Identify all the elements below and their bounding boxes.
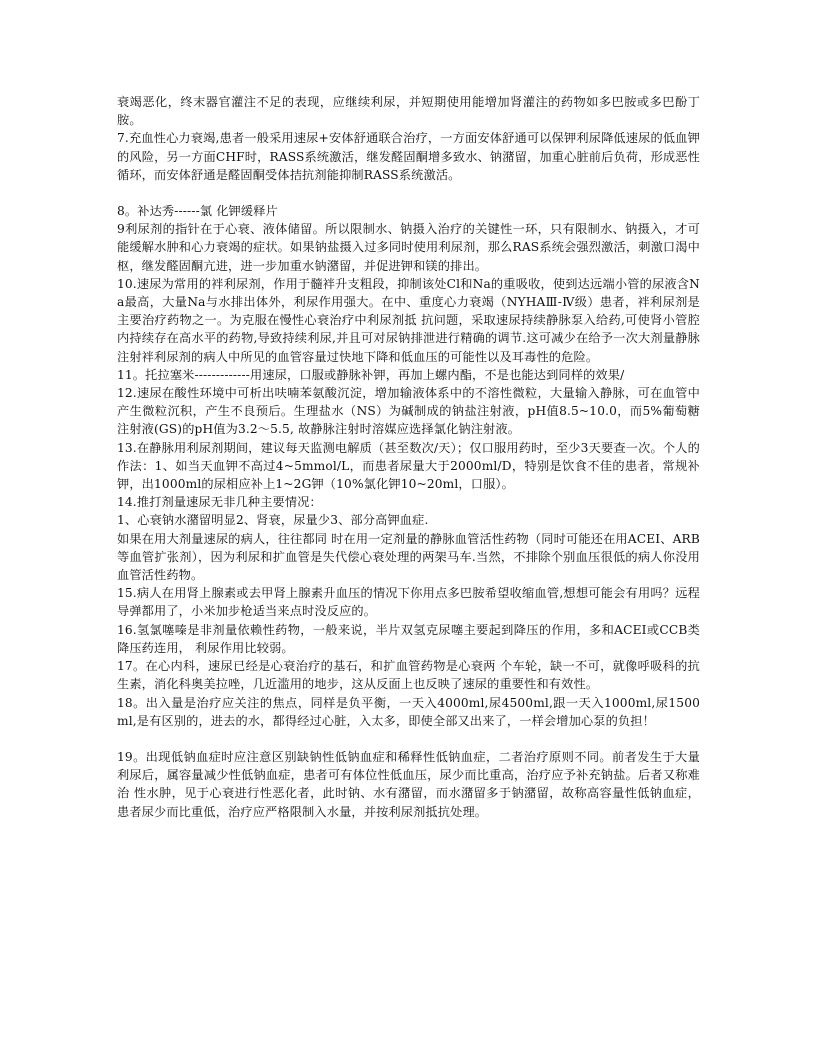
paragraph-14-heading: 14.推打剂量速尿无非几种主要情况： [117,495,322,510]
paragraph-kidney-perfusion: 衰竭恶化，终末器官灌注不足的表现，应继续利尿，并短期使用能增加肾灌注的药物如多巴胺或多巴酚丁胺。 [117,95,700,128]
document-page [117,93,700,821]
paragraph-11-torasemide: 11。托拉塞米-------------用速尿，口服或静脉补钾，再加上螺内酯，不是也能达到同样的效果/ [117,367,625,382]
paragraph-12-solvent: 12.速尿在酸性环境中可析出呋喃苯氨酸沉淀，增加输液体系中的不溶性微粒，大量输入静脉，可在血管中产生微粒沉积，产生不良预后。生理盐水（NS）为碱制成的钠盐注射液，pH值8.5~10.0，而5%葡萄糖注射液(GS)的pH值为3.2～5.5, 故静脉注射时溶媒应选择氯化钠注射液。 [117,386,700,437]
paragraph-13-electrolytes: 13.在静脉用利尿剂期间，建议每天监测电解质（甚至数次/天）；仅口服用药时，至少3天要查一次。个人的作法：1、如当天血钾不高过4~5mmol/L，而患者尿量大于2000ml/D，特别是饮食不佳的患者，常规补钾，出1000ml的尿相应补上1~2G钾（10%氯化钾10~20ml，口服）。 [117,440,700,492]
paragraph-19-hyponatremia: 19。出现低钠血症时应注意区别缺钠性低钠血症和稀释性低钠血症，二者治疗原则不同。前者发生于大量利尿后，属容量减少性低钠血症，患者可有体位性低血压，尿少而比重高，治疗应予补充钠盐。后者又称难治 性水肿，见于心衰进行性恶化者，此时钠、水有潴留，而水潴留多于钠潴留，故称高容量性低钠血症，患者尿少而比重低，治疗应严格限制入水量，并按利尿剂抵抗处理。 [117,749,700,819]
paragraph-17-cornerstone: 17。在心内科，速尿已经是心衰治疗的基石，和扩血管药物是心衰两 个车轮，缺一不可，就像呼吸科的抗生素，消化科奥美拉唑，几近滥用的地步，这从反面上也反映了速尿的重要性和有效性。 [117,659,700,692]
blank-line [117,730,700,748]
paragraph-14-cases: 1、心衰钠水潴留明显2、肾衰，尿量少3、部分高钾血症. [117,513,429,528]
paragraph-8-potassium: 8。补达秀------氯 化钾缓释片 [117,204,278,219]
paragraph-14-detail: 如果在用大剂量速尿的病人，往往都同 时在用一定剂量的静脉血管活性药物（同时可能还在用ACEI、ARB等血管扩张剂），因为利尿和扩血管是失代偿心衰处理的两架马车.当然，不排除个别血压很低的病人你没用血管活性药物。 [117,531,700,583]
paragraph-18-balance: 18。出入量是治疗应关注的焦点，同样是负平衡，一天入4000ml,尿4500ml,跟一天入1000ml,尿1500ml,是有区别的，进去的水，都得经过心脏，入太多，即使全部又出来了，一样会增加心泵的负担！ [117,695,700,728]
paragraph-15-dopamine: 15.病人在用肾上腺素或去甲肾上腺素升血压的情况下你用点多巴胺希望收缩血管,想想可能会有用吗？远程导弹都用了，小米加步枪适当来点时没反应的。 [117,586,700,619]
paragraph-9-indication: 9利尿剂的指针在于心衰、液体储留。所以限制水、钠摄入治疗的关键性一环，只有限制水、钠摄入，才可能缓解水肿和心力衰竭的症状。如果钠盐摄入过多同时使用利尿剂，那么RAS系统会强烈激活，刺激口渴中枢，继发醛固酮亢进，进一步加重水钠潴留，并促进钾和镁的排出。 [117,222,700,273]
paragraph-7-chf: 7.充血性心力衰竭,患者一般采用速尿+安体舒通联合治疗，一方面安体舒通可以保钾利尿降低速尿的低血钾的风险，另一方面CHF时，RASS系统激活，继发醛固酮增多致水、钠潴留，加重心脏前后负荷，形成恶性循环，而安体舒通是醛固酮受体拮抗剂能抑制RASS系统激活。 [117,131,700,182]
paragraph-10-furosemide: 10.速尿为常用的袢利尿剂，作用于髓袢升支粗段，抑制该处Cl和Na的重吸收，使到达远端小管的尿液含Na最高，大量Na与水排出体外，利尿作用强大。在中、重度心力衰竭（NYHAⅢ-Ⅳ级）患者，袢利尿剂是主要治疗药物之一。为克服在慢性心衰治疗中利尿剂抵 抗问题，采取速尿持续静脉泵入给药,可使肾小管腔内持续存在高水平的药物,导致持续利尿,并且可对尿钠排泄进行精确的调节.这可减少在给予一次大剂量静脉注射袢利尿剂的病人中所见的血管容量过快地下降和低血压的可能性以及耳毒性的危险。 [117,276,700,364]
paragraph-16-hctz: 16.氢氯噻嗪是非剂量依赖性药物，一般来说，半片双氢克尿噻主要起到降压的作用，多和ACEI或CCB类降压药连用， 利尿作用比较弱。 [117,622,700,655]
blank-line [117,184,700,202]
